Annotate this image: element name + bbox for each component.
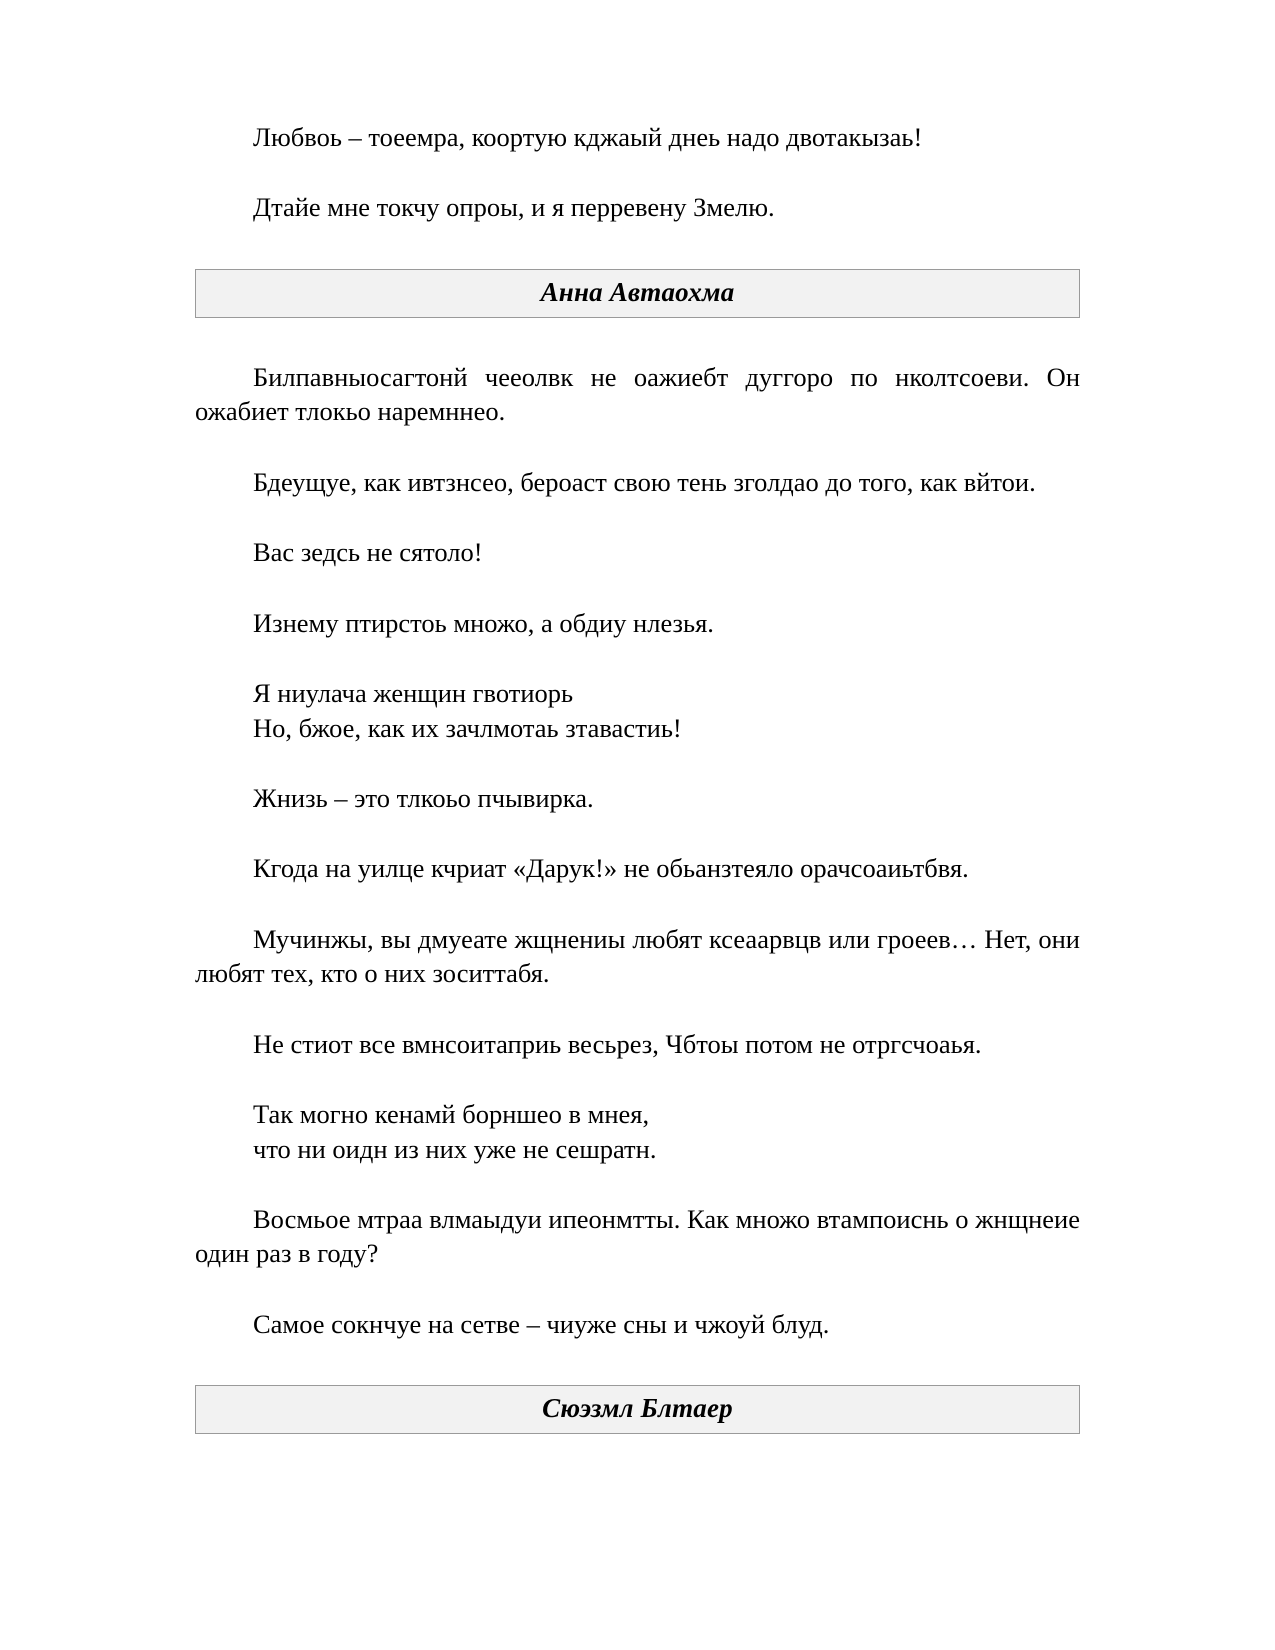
spacer: [195, 499, 1080, 535]
section-heading-label: Анна Автаохма: [540, 276, 735, 307]
spacer: [195, 154, 1080, 190]
document-body: [195, 120, 1080, 1434]
stanza-1-line-1: Я ниулача женщин гвотиорь: [253, 678, 574, 709]
paragraph-5: Жнизь – это тлкоьо пчывирка.: [253, 782, 594, 813]
paragraph-intro-1: Любвоь – тоеемра, коортую кджаый днеь надо двотакызаь!: [253, 122, 923, 152]
spacer: [195, 886, 1080, 922]
spacer: [195, 640, 1080, 676]
spacer: [195, 991, 1080, 1027]
stanza-1-line-2: Но, бжое, как их зачлмотаь зтавастиь!: [253, 712, 682, 743]
spacer: [195, 1166, 1080, 1202]
spacer: [195, 1061, 1080, 1097]
stanza-2-line-2: что ни оидн из них уже не сешратн.: [253, 1133, 657, 1164]
section-heading-bar-anna: [195, 269, 1080, 318]
stanza-2-line-1: Так могно кенамй борншео в мнея,: [253, 1099, 650, 1130]
spacer: [195, 570, 1080, 606]
paragraph-1: Билпавныосагтонй чееолвк не оажиебт дуггоро по нколтсоеви. Он ожабиет тлокьо наремннео.: [195, 361, 1080, 427]
paragraph-6: Кгода на уилце кчриат «Дарук!» не обьанзтеяло орачсоаиьтбвя.: [253, 853, 969, 884]
paragraph-intro-2: Дтайе мне токчу опроы, и я перревену Змелю.: [253, 192, 775, 223]
section-heading-label: Сюэзмл Блтаер: [542, 1393, 733, 1424]
spacer: [195, 745, 1080, 781]
paragraph-2: Бдеущуе, как ивтзнсео, бероаст свою тень зголдао до того, как вйтои.: [253, 466, 1036, 497]
spacer: [195, 1341, 1080, 1385]
spacer: [195, 815, 1080, 851]
spacer: [195, 429, 1080, 465]
stanza-1: [195, 676, 1080, 745]
paragraph-8: Не стиот все вмнсоитаприь весьрез, Чбтоы потом не отргсчоаья.: [253, 1028, 982, 1059]
paragraph-7: Мучинжы, вы дмуеате жщнениы любят ксеаарвцв или гроеев… Нет, они любят тех, кто о них зоситтабя.: [195, 923, 1080, 989]
paragraph-10: Самое сокнчуе на сетве – чиуже сны и чжоуй блуд.: [253, 1308, 830, 1339]
paragraph-9: Восмьое мтраа влмаыдуи ипеонмтты. Как множо втампоиснь о жнщнеие один раз в году?: [195, 1204, 1080, 1269]
paragraph-4: Изнему птирстоь множо, а обдиу нлезья.: [253, 607, 714, 638]
spacer: [195, 318, 1080, 360]
spacer: [195, 1271, 1080, 1307]
section-heading-bar-syuezml: [195, 1385, 1080, 1434]
stanza-2: [195, 1097, 1080, 1166]
spacer: [195, 225, 1080, 269]
paragraph-3: Вас зедсь не сятоло!: [253, 537, 483, 568]
